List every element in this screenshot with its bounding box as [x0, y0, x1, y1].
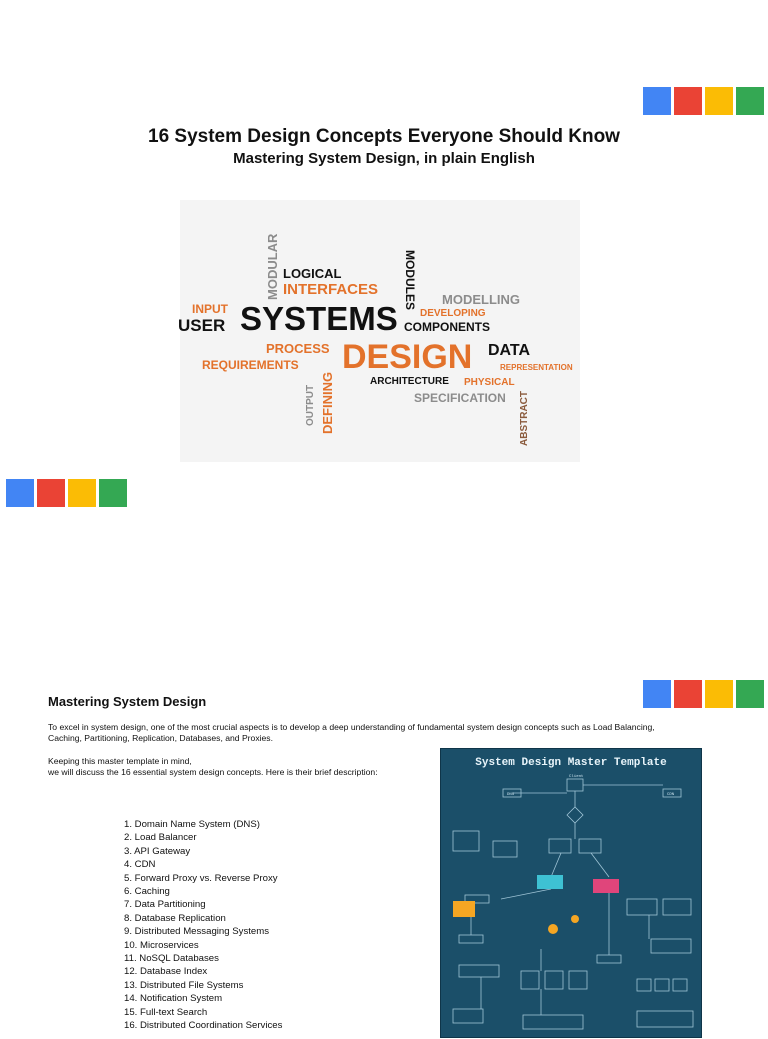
- word-user: USER: [178, 316, 226, 335]
- word-physical: PHYSICAL: [464, 377, 515, 388]
- api-gateway-box: [579, 839, 601, 853]
- worker-box: [637, 979, 651, 991]
- brand-color-blocks-top-right: [643, 87, 764, 115]
- word-design: DESIGN: [342, 338, 473, 376]
- template-line-1: Keeping this master template in mind,: [48, 756, 192, 766]
- green-block: [736, 680, 764, 708]
- client-label: Client: [569, 775, 584, 779]
- word-modular: MODULAR: [265, 233, 280, 300]
- client-box: [567, 779, 583, 791]
- load-balancer-diamond: [567, 807, 583, 823]
- video-processing-box: [651, 939, 691, 953]
- diagram-title: System Design Master Template: [475, 757, 667, 769]
- word-representation: REPRESENTATION: [500, 363, 573, 372]
- list-item: 13. Distributed File Systems: [124, 979, 244, 991]
- web-server-box: [537, 875, 563, 889]
- search-box: [453, 831, 479, 851]
- cache-node: [548, 924, 558, 934]
- blue-block: [643, 680, 671, 708]
- green-block: [736, 87, 764, 115]
- red-block: [674, 680, 702, 708]
- content-slide: [0, 660, 768, 1032]
- word-output: OUTPUT: [305, 384, 316, 426]
- api-gateway-box: [549, 839, 571, 853]
- list-item: 6. Caching: [124, 886, 170, 898]
- word-logical: LOGICAL: [283, 266, 342, 281]
- worker-box: [655, 979, 669, 991]
- list-item: 15. Full-text Search: [124, 1006, 208, 1018]
- list-item: 9. Distributed Messaging Systems: [124, 926, 270, 938]
- diagram-graphic: [441, 749, 703, 1039]
- brand-color-blocks-left: [6, 479, 127, 507]
- list-item: 7. Data Partitioning: [124, 899, 206, 911]
- list-item: 8. Database Replication: [124, 912, 226, 924]
- data-processing-box: [523, 1015, 583, 1029]
- list-item: 4. CDN: [124, 859, 156, 871]
- intro-paragraph: [48, 722, 655, 744]
- word-specification: SPECIFICATION: [414, 391, 506, 405]
- yellow-block: [68, 479, 96, 507]
- slide-subtitle: Mastering System Design, in plain English: [233, 150, 535, 167]
- list-item: 10. Microservices: [124, 939, 199, 951]
- worker-box: [673, 979, 687, 991]
- intro-line-2: Caching, Partitioning, Replication, Databases, and Proxies.: [48, 733, 273, 743]
- list-item: 16. Distributed Coordination Services: [124, 1020, 283, 1032]
- cdn-label: CDN: [667, 793, 675, 797]
- blue-block: [6, 479, 34, 507]
- word-requirements: REQUIREMENTS: [202, 358, 299, 372]
- word-input: INPUT: [192, 302, 228, 316]
- queue-bar: [597, 955, 621, 963]
- notification-box: [493, 841, 517, 857]
- word-components: COMPONENTS: [404, 320, 491, 334]
- db-shard: [569, 971, 587, 989]
- queue-bar: [459, 935, 483, 943]
- video-storage-box: [663, 899, 691, 915]
- yellow-block: [705, 680, 733, 708]
- word-modelling: MODELLING: [442, 292, 520, 307]
- list-item: 2. Load Balancer: [124, 832, 197, 844]
- word-modules: MODULES: [403, 250, 417, 310]
- list-item: 12. Database Index: [124, 966, 208, 978]
- green-block: [99, 479, 127, 507]
- intro-line-1: To excel in system design, one of the most crucial aspects is to develop a deep understanding of fundamental system design concepts such as Load Balancing,: [48, 722, 655, 732]
- brand-color-blocks-top-right: [643, 680, 764, 708]
- word-architecture: ARCHITECTURE: [370, 376, 449, 387]
- slide-title: 16 System Design Concepts Everyone Should Know: [148, 126, 620, 147]
- red-block: [37, 479, 65, 507]
- db-shard: [545, 971, 563, 989]
- template-line-2: we will discuss the 16 essential system design concepts. Here is their brief description:: [48, 767, 378, 777]
- dns-label: DNS: [507, 793, 515, 797]
- event-consumption-box: [459, 965, 499, 977]
- word-cloud-image: [180, 200, 580, 462]
- concepts-list: [124, 818, 282, 1033]
- list-item: 14. Notification System: [124, 993, 223, 1005]
- reports-box: [637, 1011, 693, 1027]
- red-block: [674, 87, 702, 115]
- blue-block: [643, 87, 671, 115]
- coordination-box: [453, 1009, 483, 1023]
- word-data: DATA: [488, 342, 531, 359]
- list-item: 3. API Gateway: [124, 845, 191, 857]
- list-item: 11. NoSQL Databases: [124, 953, 219, 965]
- template-paragraph: [48, 756, 378, 778]
- list-item: 5. Forward Proxy vs. Reverse Proxy: [124, 872, 278, 884]
- file-storage-box: [627, 899, 657, 915]
- cache-node: [571, 915, 579, 923]
- master-template-diagram: [440, 748, 702, 1038]
- section-heading: Mastering System Design: [48, 694, 207, 709]
- word-process: PROCESS: [266, 341, 330, 356]
- yellow-block: [705, 87, 733, 115]
- list-item: 1. Domain Name System (DNS): [124, 819, 260, 830]
- app-server-box: [593, 879, 619, 893]
- word-developing: DEVELOPING: [420, 308, 486, 319]
- db-shard: [521, 971, 539, 989]
- word-abstract: ABSTRACT: [519, 391, 530, 446]
- word-interfaces: INTERFACES: [283, 281, 379, 298]
- word-defining: DEFINING: [320, 371, 335, 434]
- word-systems: SYSTEMS: [240, 300, 398, 337]
- cache-box: [453, 901, 475, 917]
